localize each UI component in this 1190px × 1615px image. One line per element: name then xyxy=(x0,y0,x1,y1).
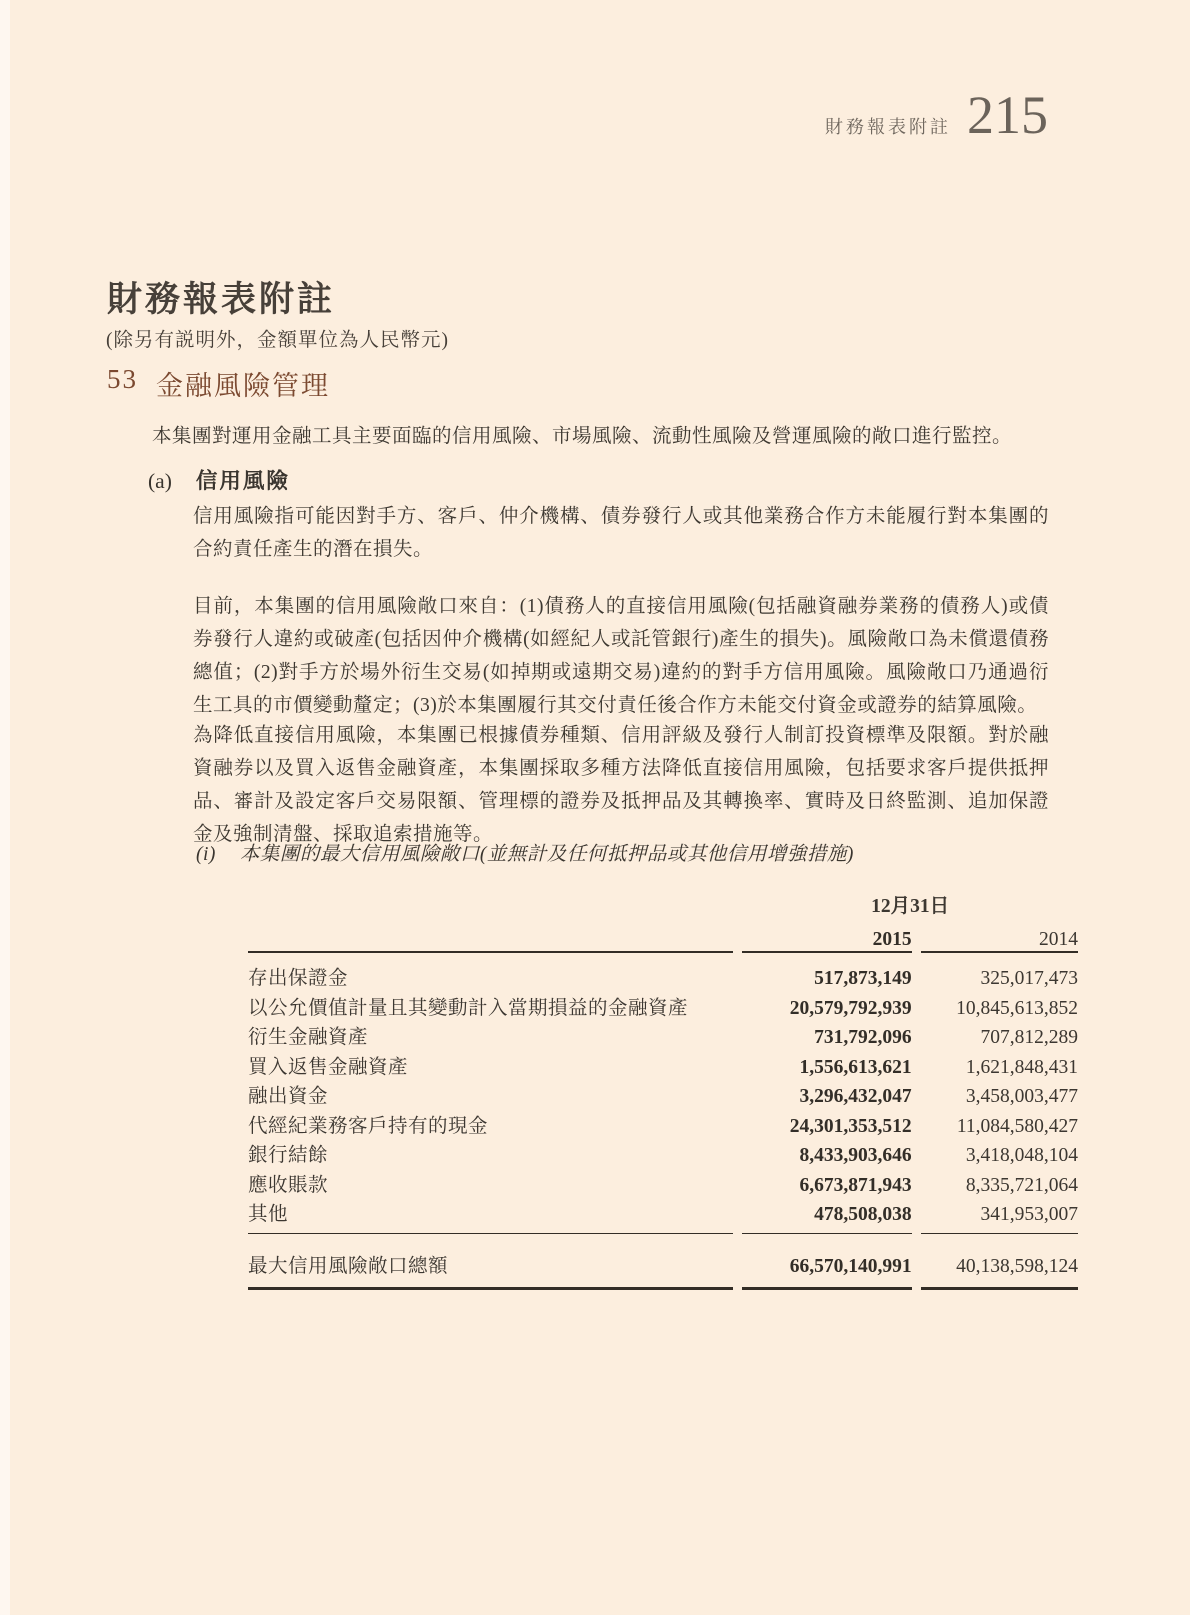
table-row xyxy=(248,1138,1078,1168)
section-number: 53 xyxy=(107,364,138,394)
table-row xyxy=(248,1167,1078,1197)
row-value-2014: 11,084,580,427 xyxy=(956,1115,1078,1137)
paragraph-credit-risk-definition: 信用風險指可能因對手方、客戶、仲介機構、債券發行人或其他業務合作方未能履行對本集團的合約責任產生的潛在損失。 xyxy=(193,506,1049,560)
section-intro-paragraph: 本集團對運用金融工具主要面臨的信用風險、市場風險、流動性風險及營運風險的敞口進行監控。 xyxy=(152,426,1013,447)
row-value-2014: 707,812,289 xyxy=(980,1027,1078,1048)
row-value-2015: 6,673,871,943 xyxy=(799,1174,912,1196)
subsection-i-label: (i) xyxy=(196,844,216,865)
row-value-2015: 731,792,096 xyxy=(814,1027,912,1048)
subsection-a-label: (a) xyxy=(148,469,172,493)
row-label: 融出資金 xyxy=(248,1086,329,1107)
row-label: 其他 xyxy=(248,1197,733,1235)
running-header-label: 財務報表附註 xyxy=(825,117,951,137)
row-value-2014: 3,458,003,477 xyxy=(965,1086,1078,1107)
row-label: 存出保證金 xyxy=(248,968,349,989)
running-header xyxy=(825,85,1048,145)
table-date-header: 12月31日 xyxy=(871,896,950,917)
table-row xyxy=(248,953,1078,990)
total-value-2015: 66,570,140,991 xyxy=(742,1234,911,1290)
row-label: 應收賬款 xyxy=(248,1174,329,1196)
page-number: 215 xyxy=(967,85,1048,145)
table-row xyxy=(248,1079,1078,1109)
subsection-a-heading: 信用風險 xyxy=(195,469,290,493)
max-credit-exposure-table xyxy=(239,884,1087,1290)
subsection-i-heading-row xyxy=(196,838,854,866)
page-title: 財務報表附註 xyxy=(107,280,336,319)
row-value-2015: 478,508,038 xyxy=(742,1197,911,1235)
table-col-header-2015: 2015 xyxy=(742,918,911,953)
row-label: 衍生金融資產 xyxy=(248,1027,369,1048)
table-empty-cell xyxy=(248,884,733,918)
row-value-2014: 1,621,848,431 xyxy=(965,1056,1078,1078)
table-year-header-row xyxy=(248,918,1078,953)
paragraph-credit-risk-mitigation: 為降低直接信用風險，本集團已根據債券種類、信用評級及發行人制訂投資標準及限額。對於融資融券以及買入返售金融資產，本集團採取多種方法降低直接信用風險，包括要求客戶提供抵押品、審計及設定客戶交易限額、管理標的證券及抵押品及其轉換率、實時及日終監測、追加保證金及強制清盤、採取追索措施等。 xyxy=(193,725,1049,845)
table-row xyxy=(248,1049,1078,1079)
row-label: 銀行結餘 xyxy=(248,1145,329,1166)
row-value-2015: 20,579,792,939 xyxy=(789,997,912,1019)
row-value-2015: 24,301,353,512 xyxy=(789,1115,912,1137)
table-col-header-2014: 2014 xyxy=(921,918,1078,953)
total-value-2014: 40,138,598,124 xyxy=(921,1234,1078,1290)
row-value-2014: 341,953,007 xyxy=(921,1197,1078,1235)
row-value-2014: 325,017,473 xyxy=(980,968,1078,989)
table-total-row xyxy=(248,1234,1078,1290)
table-date-header-row xyxy=(248,884,1078,918)
section-heading: 金融風險管理 xyxy=(156,371,330,401)
row-value-2014: 10,845,613,852 xyxy=(956,997,1078,1019)
table-row xyxy=(248,1108,1078,1138)
row-label: 代經紀業務客戶持有的現金 xyxy=(248,1115,489,1137)
table-row xyxy=(248,1197,1078,1235)
section-heading-row xyxy=(107,364,330,403)
row-value-2014: 3,418,048,104 xyxy=(965,1145,1078,1166)
row-label: 以公允價值計量且其變動計入當期損益的金融資產 xyxy=(248,997,689,1019)
total-label: 最大信用風險敞口總額 xyxy=(248,1234,733,1290)
table-row xyxy=(248,990,1078,1020)
page-subtitle: (除另有説明外，金額單位為人民幣元) xyxy=(106,330,449,351)
subsection-a-heading-row xyxy=(148,464,290,495)
table-empty-cell xyxy=(248,918,733,953)
paragraph-credit-risk-sources: 目前，本集團的信用風險敞口來自：(1)債務人的直接信用風險(包括融資融券業務的債務人)或債券發行人違約或破產(包括因仲介機構(如經紀人或託管銀行)產生的損失)。風險敞口為未償還債務總值；(2)對手方於場外衍生交易(如掉期或遠期交易)違約的對手方信用風險。風險敞口乃通過衍生工具的市價變動釐定；(3)於本集團履行其交付責任後合作方未能交付資金或證券的結算風險。 xyxy=(193,596,1049,716)
table-row xyxy=(248,1020,1078,1050)
row-value-2015: 3,296,432,047 xyxy=(799,1086,912,1107)
row-value-2015: 1,556,613,621 xyxy=(799,1056,912,1078)
row-label: 買入返售金融資產 xyxy=(248,1056,409,1078)
subsection-i-heading: 本集團的最大信用風險敞口(並無計及任何抵押品或其他信用增強措施) xyxy=(239,844,854,865)
row-value-2015: 8,433,903,646 xyxy=(799,1145,912,1166)
row-value-2015: 517,873,149 xyxy=(814,968,912,989)
row-value-2014: 8,335,721,064 xyxy=(965,1174,1078,1196)
